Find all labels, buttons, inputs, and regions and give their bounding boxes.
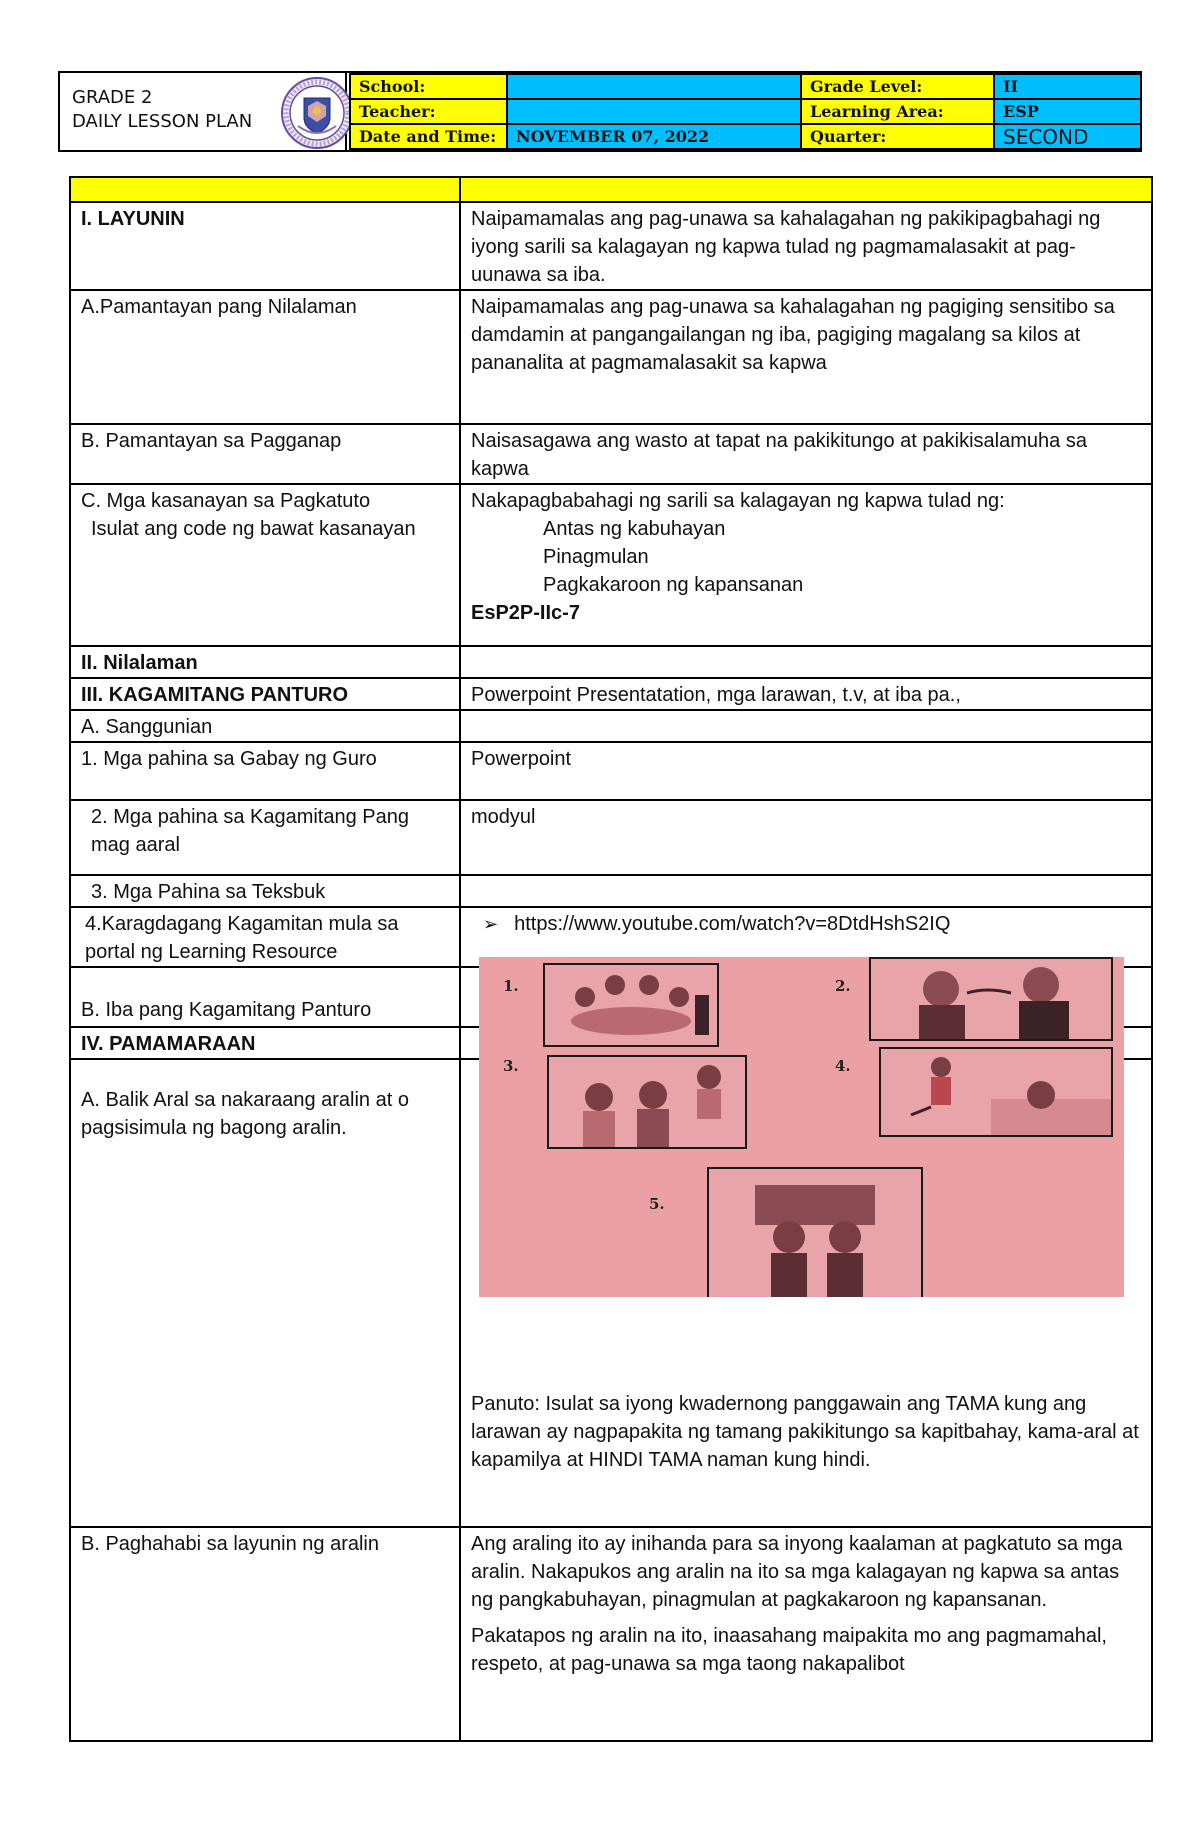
- helping-icon: [881, 1049, 1111, 1135]
- layunin-label: I. LAYUNIN: [70, 202, 460, 290]
- learning-area-value: ESP: [994, 99, 1141, 124]
- school-value: [507, 74, 801, 99]
- pamantayan-pagganap-label: B. Pamantayan sa Pagganap: [70, 424, 460, 484]
- table-header-row: [70, 177, 1152, 202]
- picture-number: 2.: [835, 977, 851, 995]
- date-time-value: NOVEMBER 07, 2022: [507, 124, 801, 149]
- header: [58, 71, 1142, 152]
- learning-area-label: Learning Area:: [801, 99, 994, 124]
- date-time-label: Date and Time:: [350, 124, 507, 149]
- picture-number: 3.: [503, 1057, 519, 1075]
- kagamitang-aaral-content: modyul: [460, 800, 1152, 875]
- table-row: [70, 710, 1152, 742]
- picture-number: 5.: [649, 1195, 665, 1213]
- picture-panel-argument: [869, 957, 1113, 1041]
- table-row: [70, 875, 1152, 907]
- kasanayan-content: [460, 484, 1152, 646]
- panuto-text: Panuto: Isulat sa iyong kwadernong panggawain ang TAMA kung ang larawan ay nagpapakita ng tamang pakikitungo sa kapitbahay, kama-aral at kapamilya at HINDI TAMA naman kung hindi.: [471, 1393, 1139, 1471]
- carrying-box-icon: [709, 1169, 921, 1297]
- gabay-label: 1. Mga pahina sa Gabay ng Guro: [70, 742, 460, 800]
- paghahabi-paragraph: Ang araling ito ay inihanda para sa inyong kaalaman at pagkatuto sa mga aralin. Nakapukos ang aralin na ito sa mga kalagayan ng kapwa sa antas ng pangkabuhayan, pinagmulan at pagkakaroon ng kapansanan.: [471, 1533, 1123, 1611]
- kasanayan-intro: Nakapagbabahagi ng sarili sa kalagayan ng kapwa tulad ng:: [471, 490, 1005, 512]
- paghahabi-content: [460, 1527, 1152, 1741]
- dlp-label: DAILY LESSON PLAN: [72, 111, 253, 132]
- kasanayan-item: Antas ng kabuhayan: [543, 518, 726, 540]
- grade-level-label: Grade Level:: [801, 74, 994, 99]
- table-row: [70, 424, 1152, 484]
- teksbuk-content: [460, 875, 1152, 907]
- kagamitang-aaral-label: 2. Mga pahina sa Kagamitang Pang mag aaral: [70, 800, 460, 875]
- argument-icon: [871, 959, 1111, 1039]
- header-row: [350, 99, 1141, 124]
- picture-panel-sharing: [547, 1055, 747, 1149]
- header-title-box: [60, 73, 347, 150]
- table-row: [70, 484, 1152, 646]
- grade-level-value: II: [994, 74, 1141, 99]
- table-row: [70, 678, 1152, 710]
- kasanayan-sublabel: Isulat ang code ng bawat kasanayan: [91, 518, 416, 540]
- pamantayan-nilalaman-content: Naipamamalas ang pag-unawa sa kahalagahan ng pagiging sensitibo sa damdamin at pangangailangan ng iba, pagiging magalang sa kilos at pananalita at pagmamalasakit sa kapwa: [460, 290, 1152, 424]
- paghahabi-paragraph: Pakatapos ng aralin na ito, inaasahang maipakita mo ang pagmamahal, respeto, at pag-unawa sa mga taong nakapalibot: [471, 1625, 1107, 1675]
- picture-number: 1.: [503, 977, 519, 995]
- resource-link-row: [471, 910, 1143, 938]
- picture-number: 4.: [835, 1057, 851, 1075]
- kasanayan-item: Pagkakaroon ng kapansanan: [543, 574, 804, 596]
- quarter-value: SECOND: [994, 124, 1141, 149]
- header-title: [72, 86, 252, 134]
- picture-panel-family-meal: [543, 963, 719, 1047]
- teacher-value: [507, 99, 801, 124]
- quarter-label: Quarter:: [801, 124, 994, 149]
- table-row: [70, 742, 1152, 800]
- kagamitan-content: Powerpoint Presentatation, mga larawan, t.v, at iba pa.,: [460, 678, 1152, 710]
- grade-label: GRADE 2: [72, 87, 153, 108]
- pamamaraan-label: IV. PAMAMARAAN: [70, 1027, 460, 1059]
- table-row: [70, 202, 1152, 290]
- picture-panel-helping: [879, 1047, 1113, 1137]
- table-row: [70, 290, 1152, 424]
- balik-aral-illustration: [479, 957, 1124, 1297]
- kasanayan-code: EsP2P-IIc-7: [471, 602, 580, 624]
- kasanayan-label-cell: [70, 484, 460, 646]
- arrow-bullet-icon: ➢: [483, 914, 499, 934]
- teacher-label: Teacher:: [350, 99, 507, 124]
- header-info-table: [349, 73, 1142, 150]
- paghahabi-label: B. Paghahabi sa layunin ng aralin: [70, 1527, 460, 1741]
- kasanayan-item: Pinagmulan: [543, 546, 649, 568]
- nilalaman-content: [460, 646, 1152, 678]
- deped-seal-icon: [280, 76, 354, 150]
- pamantayan-pagganap-content: Naisasagawa ang wasto at tapat na pakikitungo at pakikisalamuha sa kapwa: [460, 424, 1152, 484]
- kasanayan-label: C. Mga kasanayan sa Pagkatuto: [81, 490, 371, 512]
- sanggunian-content: [460, 710, 1152, 742]
- balik-aral-label: A. Balik Aral sa nakaraang aralin at o pagsisimula ng bagong aralin.: [70, 1059, 460, 1527]
- header-row: [350, 124, 1141, 149]
- sharing-icon: [549, 1057, 745, 1147]
- kagamitan-label: III. KAGAMITANG PANTURO: [70, 678, 460, 710]
- sanggunian-label: A. Sanggunian: [70, 710, 460, 742]
- table-row: [70, 1527, 1152, 1741]
- gabay-content: Powerpoint: [460, 742, 1152, 800]
- school-label: School:: [350, 74, 507, 99]
- karagdagang-label: 4.Karagdagang Kagamitan mula sa portal ng Learning Resource: [70, 907, 460, 967]
- teksbuk-label: 3. Mga Pahina sa Teksbuk: [70, 875, 460, 907]
- iba-pang-label: B. Iba pang Kagamitang Panturo: [70, 967, 460, 1027]
- family-meal-icon: [545, 965, 717, 1045]
- layunin-content: Naipamamalas ang pag-unawa sa kahalagahan ng pakikipagbahagi ng iyong sarili sa kalagayan ng kapwa tulad ng pagmamalasakit at pag-uunawa sa iba.: [460, 202, 1152, 290]
- pamantayan-nilalaman-label: A.Pamantayan pang Nilalaman: [70, 290, 460, 424]
- table-row: [70, 646, 1152, 678]
- header-row: [350, 74, 1141, 99]
- resource-link[interactable]: https://www.youtube.com/watch?v=8DtdHshS2IQ: [514, 913, 951, 935]
- nilalaman-label: II. Nilalaman: [70, 646, 460, 678]
- table-row: [70, 800, 1152, 875]
- picture-panel-carrying: [707, 1167, 923, 1297]
